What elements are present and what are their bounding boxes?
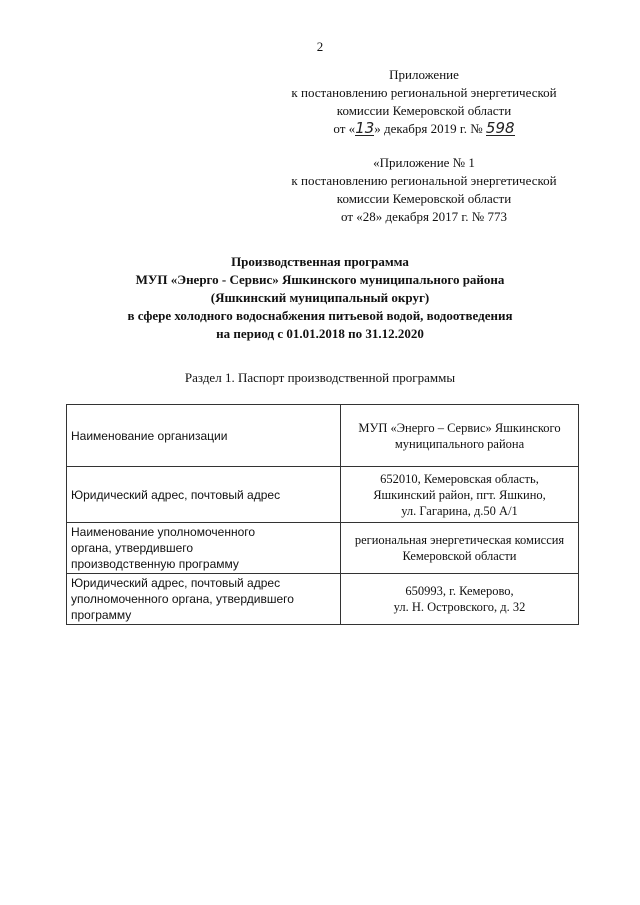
section-heading: Раздел 1. Паспорт производственной программы bbox=[184, 370, 456, 385]
title-line-2: МУП «Энерго - Сервис» Яшкинского муниципального района bbox=[135, 272, 505, 287]
row-label: Юридический адрес, почтовый адрес уполномоченного органа, утвердившего программу bbox=[67, 574, 341, 625]
appendix-commission-line: комиссии Кемеровской области bbox=[336, 103, 512, 118]
appendix-date-line bbox=[262, 120, 586, 138]
appendix-original-label: «Приложение № 1 bbox=[373, 155, 475, 170]
program-title bbox=[70, 253, 570, 343]
passport-table bbox=[66, 404, 579, 625]
row-value: МУП «Энерго – Сервис» Яшкинского муниципального района bbox=[341, 405, 579, 467]
row-value: региональная энергетическая комиссия Кемеровской области bbox=[341, 523, 579, 574]
appendix-header-original bbox=[262, 154, 586, 226]
appendix-original-commission-line: комиссии Кемеровской области bbox=[336, 191, 512, 206]
row-label: Наименование организации bbox=[67, 405, 341, 467]
date-middle: » декабря 2019 г. № bbox=[374, 121, 483, 136]
handwritten-number: 598 bbox=[485, 119, 515, 137]
row-label: Наименование уполномоченного органа, утвердившего производственную программу bbox=[67, 523, 341, 574]
appendix-original-date-line: от «28» декабря 2017 г. № 773 bbox=[341, 209, 507, 224]
appendix-resolution-line: к постановлению региональной энергетической bbox=[291, 85, 557, 100]
row-value: 652010, Кемеровская область, Яшкинский район, пгт. Яшкино, ул. Гагарина, д.50 А/1 bbox=[341, 467, 579, 523]
table-row bbox=[67, 574, 579, 625]
title-line-1: Производственная программа bbox=[231, 254, 409, 269]
appendix-label: Приложение bbox=[389, 67, 459, 82]
table-row bbox=[67, 467, 579, 523]
title-line-5: на период с 01.01.2018 по 31.12.2020 bbox=[216, 326, 424, 341]
row-label: Юридический адрес, почтовый адрес bbox=[67, 467, 341, 523]
table-row bbox=[67, 523, 579, 574]
appendix-original-resolution-line: к постановлению региональной энергетической bbox=[291, 173, 557, 188]
page-number: 2 bbox=[316, 39, 324, 54]
title-line-4: в сфере холодного водоснабжения питьевой водой, водоотведения bbox=[127, 308, 513, 323]
appendix-header-current bbox=[262, 66, 586, 138]
title-line-3: (Яшкинский муниципальный округ) bbox=[210, 290, 430, 305]
row-value: 650993, г. Кемерово, ул. Н. Островского, д. 32 bbox=[341, 574, 579, 625]
table-row bbox=[67, 405, 579, 467]
date-prefix: от « bbox=[333, 121, 356, 136]
handwritten-day: 13 bbox=[355, 119, 375, 137]
